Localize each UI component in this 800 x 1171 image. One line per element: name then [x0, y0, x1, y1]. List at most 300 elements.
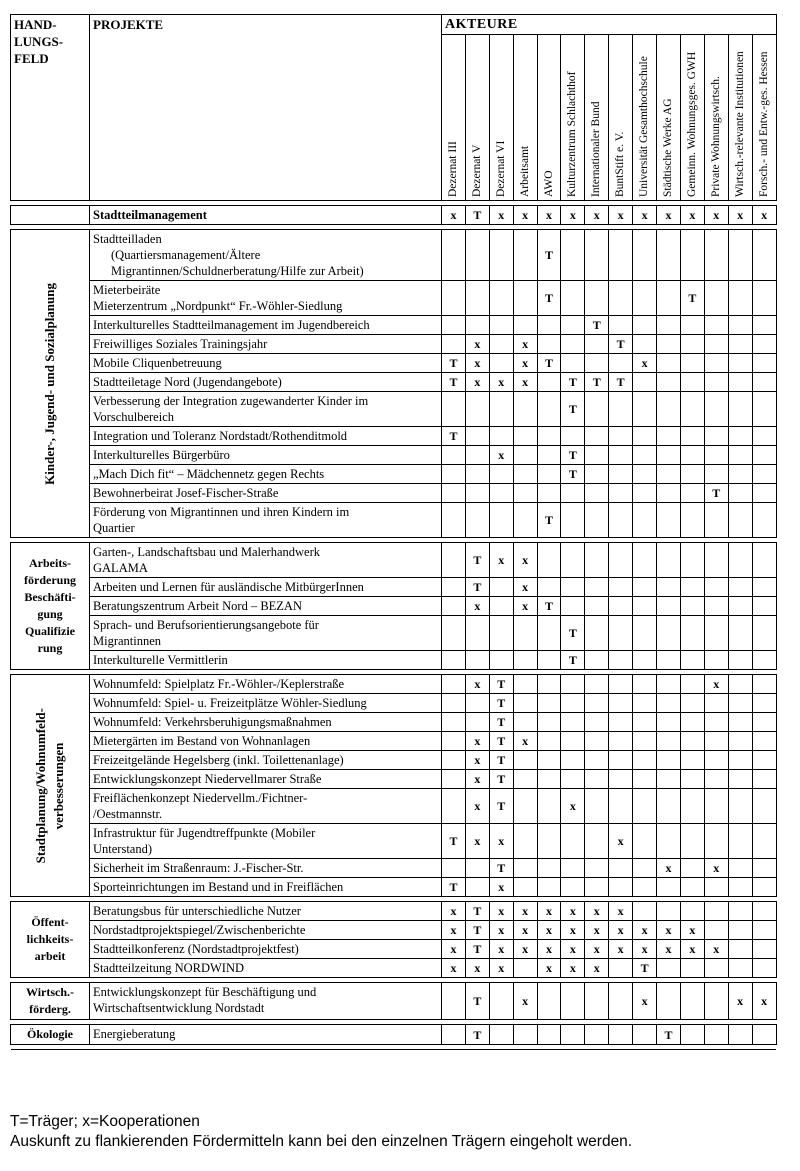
actor-mark-cell [657, 824, 681, 859]
actor-mark-cell [489, 503, 513, 538]
actor-mark-cell [609, 983, 633, 1020]
field-label-line: Ökologie [26, 1027, 73, 1041]
actor-mark-cell: x [633, 983, 657, 1020]
actor-mark-cell [704, 446, 728, 465]
actor-mark-cell [465, 713, 489, 732]
actor-mark-cell [561, 694, 585, 713]
actor-mark-cell [609, 427, 633, 446]
actor-mark-cell [752, 392, 776, 427]
actor-mark-cell: T [442, 427, 466, 446]
actor-mark-cell [680, 230, 704, 281]
actor-mark-cell: x [465, 751, 489, 770]
actor-mark-cell [657, 983, 681, 1020]
actor-mark-cell [513, 675, 537, 694]
actor-mark-cell [489, 392, 513, 427]
actor-mark-cell: T [680, 281, 704, 316]
project-name-line: Arbeiten und Lernen für ausländische MitbürgerInnen [93, 580, 364, 594]
project-name-cell [90, 206, 442, 225]
project-name-line: Wohnumfeld: Spielplatz Fr.-Wöhler-/Keplerstraße [93, 677, 345, 691]
actor-mark-cell [680, 578, 704, 597]
actor-mark-cell [728, 354, 752, 373]
actor-mark-cell: x [561, 789, 585, 824]
actor-mark-cell [442, 675, 466, 694]
actor-mark-cell: x [513, 921, 537, 940]
actor-mark-cell [561, 878, 585, 897]
actor-name: Forsch.- und Entw.-ges. Hessen [757, 51, 770, 197]
actor-mark-cell [609, 597, 633, 616]
actor-mark-cell: x [657, 940, 681, 959]
actor-mark-cell [489, 465, 513, 484]
actor-mark-cell [728, 859, 752, 878]
actor-mark-cell [489, 354, 513, 373]
actor-mark-cell [657, 446, 681, 465]
actor-mark-cell [704, 902, 728, 921]
actor-mark-cell: x [752, 206, 776, 225]
project-row [11, 578, 777, 597]
project-name-cell [90, 789, 442, 824]
actor-mark-cell: x [465, 824, 489, 859]
actor-mark-cell: x [537, 921, 561, 940]
actor-mark-cell: T [561, 392, 585, 427]
actor-mark-cell [680, 902, 704, 921]
project-row [11, 789, 777, 824]
actor-mark-cell: T [561, 616, 585, 651]
project-name-line: Infrastruktur für Jugendtreffpunkte (Mobiler [93, 826, 316, 840]
actor-mark-cell [657, 902, 681, 921]
project-row [11, 373, 777, 392]
project-row [11, 940, 777, 959]
actor-mark-cell: T [609, 373, 633, 392]
actor-mark-cell: x [489, 373, 513, 392]
field-label [32, 708, 68, 863]
actor-mark-cell: x [489, 446, 513, 465]
actor-mark-cell: x [680, 921, 704, 940]
actor-mark-cell [537, 392, 561, 427]
actor-mark-cell [585, 446, 609, 465]
actor-mark-cell: T [465, 921, 489, 940]
actor-mark-cell [680, 713, 704, 732]
project-name-cell [90, 878, 442, 897]
actor-mark-cell [752, 694, 776, 713]
actor-mark-cell [704, 770, 728, 789]
actor-mark-cell [752, 503, 776, 538]
actor-mark-cell [609, 503, 633, 538]
actor-mark-cell [752, 578, 776, 597]
actor-mark-cell: x [585, 940, 609, 959]
actor-mark-cell [442, 503, 466, 538]
actor-mark-cell [657, 713, 681, 732]
actor-mark-cell [728, 373, 752, 392]
actor-mark-cell [609, 675, 633, 694]
actor-mark-cell [561, 281, 585, 316]
actor-mark-cell [728, 543, 752, 578]
actor-mark-cell: T [633, 959, 657, 978]
actor-mark-cell [561, 597, 585, 616]
field-column-header [11, 15, 90, 201]
actor-mark-cell: x [513, 373, 537, 392]
actor-mark-cell [680, 465, 704, 484]
actor-mark-cell [657, 751, 681, 770]
actor-mark-cell [513, 465, 537, 484]
project-name-cell [90, 373, 442, 392]
actor-mark-cell [728, 824, 752, 859]
actor-mark-cell [609, 751, 633, 770]
actor-mark-cell: x [465, 959, 489, 978]
actor-mark-cell [728, 959, 752, 978]
actor-mark-cell [489, 427, 513, 446]
project-row [11, 651, 777, 670]
actor-mark-cell: x [489, 921, 513, 940]
actor-mark-cell [513, 392, 537, 427]
actor-mark-cell [585, 713, 609, 732]
project-row [11, 597, 777, 616]
actor-mark-cell: T [465, 1025, 489, 1045]
actor-mark-cell [465, 878, 489, 897]
actor-name: AWO [542, 170, 555, 197]
actor-mark-cell: T [537, 503, 561, 538]
actor-mark-cell [752, 902, 776, 921]
actor-mark-cell [728, 427, 752, 446]
actor-mark-cell: x [609, 940, 633, 959]
actor-mark-cell: x [657, 859, 681, 878]
actor-mark-cell: T [537, 230, 561, 281]
actor-mark-cell [585, 427, 609, 446]
project-row [11, 675, 777, 694]
actor-mark-cell: x [513, 578, 537, 597]
actor-mark-cell [633, 824, 657, 859]
field-label [14, 1026, 86, 1043]
actor-mark-cell [537, 983, 561, 1020]
actor-mark-cell: T [489, 751, 513, 770]
actor-mark-cell [752, 675, 776, 694]
actor-header-cell [537, 35, 561, 201]
project-name-cell [90, 675, 442, 694]
actor-mark-cell [752, 1025, 776, 1045]
actor-mark-cell [704, 373, 728, 392]
actor-mark-cell [680, 859, 704, 878]
actor-mark-cell [513, 281, 537, 316]
actor-mark-cell: x [513, 354, 537, 373]
actor-mark-cell [704, 597, 728, 616]
actor-mark-cell [704, 578, 728, 597]
project-name-line: Beratungsbus für unterschiedliche Nutzer [93, 904, 301, 918]
field-header-line: FELD [14, 51, 49, 66]
project-row [11, 543, 777, 578]
actor-mark-cell [728, 1025, 752, 1045]
actor-mark-cell [704, 713, 728, 732]
project-row [11, 1025, 777, 1045]
actor-header-cell [633, 35, 657, 201]
actor-mark-cell [680, 959, 704, 978]
project-name-line: Sporteinrichtungen im Bestand und in Freiflächen [93, 880, 344, 894]
actor-mark-cell: T [442, 824, 466, 859]
actor-mark-cell [680, 484, 704, 503]
actor-header-cell [489, 35, 513, 201]
actor-mark-cell [704, 751, 728, 770]
actor-mark-cell [442, 446, 466, 465]
project-name-cell [90, 465, 442, 484]
actor-header-cell [442, 35, 466, 201]
actor-mark-cell [585, 616, 609, 651]
actor-mark-cell [537, 578, 561, 597]
section-spacer [11, 1045, 777, 1050]
actor-mark-cell [489, 1025, 513, 1045]
actor-mark-cell [728, 651, 752, 670]
actor-mark-cell [728, 921, 752, 940]
project-row [11, 732, 777, 751]
actor-header-cell [680, 35, 704, 201]
actor-mark-cell: x [609, 921, 633, 940]
actor-mark-cell [704, 316, 728, 335]
actor-mark-cell [657, 770, 681, 789]
actor-mark-cell [752, 335, 776, 354]
project-name-line: Migrantinnen/Schuldnerberatung/Hilfe zur Arbeit) [111, 264, 364, 278]
actor-mark-cell [704, 789, 728, 824]
field-label-line: Arbeits- [29, 556, 71, 570]
actor-mark-cell: x [442, 959, 466, 978]
actor-mark-cell [657, 484, 681, 503]
project-name-cell [90, 281, 442, 316]
actor-mark-cell [442, 230, 466, 281]
field-label-line: Öffent- [31, 915, 69, 929]
actor-mark-cell [752, 824, 776, 859]
actor-mark-cell [728, 675, 752, 694]
actor-mark-cell [489, 616, 513, 651]
actor-mark-cell [537, 878, 561, 897]
actor-mark-cell [561, 578, 585, 597]
actor-mark-cell [704, 503, 728, 538]
actor-mark-cell: x [513, 732, 537, 751]
actor-mark-cell [513, 859, 537, 878]
actor-mark-cell [680, 543, 704, 578]
project-row [11, 316, 777, 335]
actor-mark-cell: x [633, 940, 657, 959]
actor-mark-cell [465, 427, 489, 446]
actor-mark-cell: x [465, 675, 489, 694]
project-name-line: Interkulturelle Vermittlerin [93, 653, 228, 667]
actor-mark-cell [657, 651, 681, 670]
project-name-cell [90, 751, 442, 770]
field-label [14, 984, 86, 1018]
actor-mark-cell [537, 446, 561, 465]
actor-mark-cell [537, 465, 561, 484]
actor-mark-cell: x [489, 902, 513, 921]
actor-header-cell [585, 35, 609, 201]
actor-mark-cell [704, 959, 728, 978]
actor-mark-cell [728, 902, 752, 921]
actor-mark-cell: x [633, 921, 657, 940]
field-label-cell [11, 206, 90, 225]
actor-mark-cell [465, 446, 489, 465]
actor-mark-cell [657, 878, 681, 897]
project-row [11, 392, 777, 427]
actor-mark-cell [585, 543, 609, 578]
project-name-line: Quartier [93, 521, 135, 535]
actor-mark-cell: x [465, 335, 489, 354]
actor-mark-cell: x [728, 206, 752, 225]
actor-mark-cell [704, 427, 728, 446]
actor-mark-cell [585, 484, 609, 503]
actor-mark-cell: x [561, 902, 585, 921]
actor-mark-cell [537, 789, 561, 824]
actor-mark-cell: x [513, 940, 537, 959]
actor-mark-cell: T [537, 281, 561, 316]
actor-mark-cell [752, 446, 776, 465]
actor-mark-cell [537, 824, 561, 859]
actor-mark-cell [489, 983, 513, 1020]
actor-mark-cell: x [489, 824, 513, 859]
project-name-line: Migrantinnen [93, 634, 162, 648]
actor-mark-cell: x [489, 878, 513, 897]
actor-mark-cell: T [465, 206, 489, 225]
actor-mark-cell [561, 824, 585, 859]
project-row [11, 465, 777, 484]
actor-mark-cell [609, 392, 633, 427]
actor-mark-cell [680, 751, 704, 770]
actor-header-cell [465, 35, 489, 201]
project-row [11, 878, 777, 897]
actor-mark-cell [704, 651, 728, 670]
actor-mark-cell [657, 373, 681, 392]
actor-mark-cell [752, 751, 776, 770]
actor-mark-cell: T [585, 316, 609, 335]
project-name-cell [90, 446, 442, 465]
actor-mark-cell [585, 1025, 609, 1045]
actor-mark-cell [680, 335, 704, 354]
actor-mark-cell: x [513, 335, 537, 354]
actor-mark-cell [728, 503, 752, 538]
actor-header-cell [561, 35, 585, 201]
project-row [11, 427, 777, 446]
project-row [11, 616, 777, 651]
actor-mark-cell: T [537, 597, 561, 616]
actor-mark-cell: x [585, 206, 609, 225]
actor-mark-cell: x [465, 354, 489, 373]
actor-mark-cell [752, 616, 776, 651]
actor-mark-cell [513, 878, 537, 897]
actor-mark-cell [752, 959, 776, 978]
actor-mark-cell [657, 543, 681, 578]
actor-mark-cell: T [465, 940, 489, 959]
actor-mark-cell [728, 597, 752, 616]
project-row [11, 824, 777, 859]
actor-mark-cell [561, 335, 585, 354]
actor-mark-cell [752, 651, 776, 670]
actor-mark-cell [728, 281, 752, 316]
actor-mark-cell [752, 713, 776, 732]
projects-column-header: PROJEKTE [90, 15, 442, 201]
field-label [14, 914, 86, 965]
actor-mark-cell [728, 465, 752, 484]
actor-mark-cell [585, 789, 609, 824]
actor-mark-cell [752, 230, 776, 281]
project-row [11, 694, 777, 713]
actor-mark-cell [633, 230, 657, 281]
field-label-cell [11, 675, 90, 897]
project-name-line: Förderung von Migrantinnen und ihren Kindern im [93, 505, 350, 519]
actor-mark-cell [633, 859, 657, 878]
actor-mark-cell [657, 354, 681, 373]
project-name-cell [90, 824, 442, 859]
project-name-line: Sprach- und Berufsorientierungsangebote für [93, 618, 319, 632]
actor-mark-cell: T [561, 651, 585, 670]
actor-mark-cell [513, 751, 537, 770]
actor-mark-cell [465, 230, 489, 281]
project-row [11, 354, 777, 373]
project-name-cell [90, 392, 442, 427]
actor-mark-cell: x [513, 206, 537, 225]
actor-mark-cell [442, 789, 466, 824]
actor-mark-cell: T [489, 732, 513, 751]
actor-mark-cell [657, 959, 681, 978]
actor-mark-cell [609, 859, 633, 878]
actor-mark-cell [728, 316, 752, 335]
actor-mark-cell [609, 713, 633, 732]
actor-mark-cell [680, 316, 704, 335]
actor-name: BuntStift e. V. [614, 131, 627, 197]
actor-mark-cell [537, 373, 561, 392]
actor-mark-cell: x [633, 354, 657, 373]
actor-mark-cell [657, 392, 681, 427]
actor-mark-cell: T [489, 789, 513, 824]
actor-mark-cell [633, 675, 657, 694]
actor-mark-cell [752, 921, 776, 940]
field-label-cell [11, 230, 90, 538]
actor-mark-cell [609, 789, 633, 824]
project-row [11, 902, 777, 921]
actor-mark-cell [513, 230, 537, 281]
actor-mark-cell [609, 878, 633, 897]
project-name-cell [90, 578, 442, 597]
actor-mark-cell [657, 732, 681, 751]
actor-mark-cell [680, 354, 704, 373]
actor-mark-cell [609, 354, 633, 373]
actor-mark-cell [513, 824, 537, 859]
actor-mark-cell [513, 446, 537, 465]
actor-mark-cell [513, 694, 537, 713]
actor-mark-cell [585, 983, 609, 1020]
actor-mark-cell [442, 335, 466, 354]
actor-mark-cell [704, 465, 728, 484]
actor-mark-cell [752, 878, 776, 897]
actor-mark-cell [561, 770, 585, 789]
field-label-line: förderung [24, 573, 76, 587]
project-name-line: Stadtteilkonferenz (Nordstadtprojektfest) [93, 942, 299, 956]
actor-mark-cell [585, 465, 609, 484]
field-label-line: Kinder-, Jugend- und Sozialplanung [42, 282, 57, 485]
actor-mark-cell: x [657, 921, 681, 940]
actor-header-cell [728, 35, 752, 201]
actor-mark-cell [609, 281, 633, 316]
project-name-line: GALAMA [93, 561, 148, 575]
actor-mark-cell [657, 694, 681, 713]
actor-mark-cell [585, 824, 609, 859]
actor-mark-cell [657, 503, 681, 538]
actor-mark-cell [728, 446, 752, 465]
actor-mark-cell [609, 543, 633, 578]
field-label [41, 283, 59, 485]
actor-mark-cell [752, 316, 776, 335]
actor-mark-cell [657, 230, 681, 281]
project-name-line: Interkulturelles Stadtteilmanagement im Jugendbereich [93, 318, 370, 332]
actor-mark-cell: x [728, 983, 752, 1020]
actor-mark-cell [633, 335, 657, 354]
project-name-line: Interkulturelles Bürgerbüro [93, 448, 230, 462]
actor-mark-cell [704, 878, 728, 897]
actor-mark-cell [609, 578, 633, 597]
actor-mark-cell: x [609, 206, 633, 225]
actor-mark-cell [585, 281, 609, 316]
